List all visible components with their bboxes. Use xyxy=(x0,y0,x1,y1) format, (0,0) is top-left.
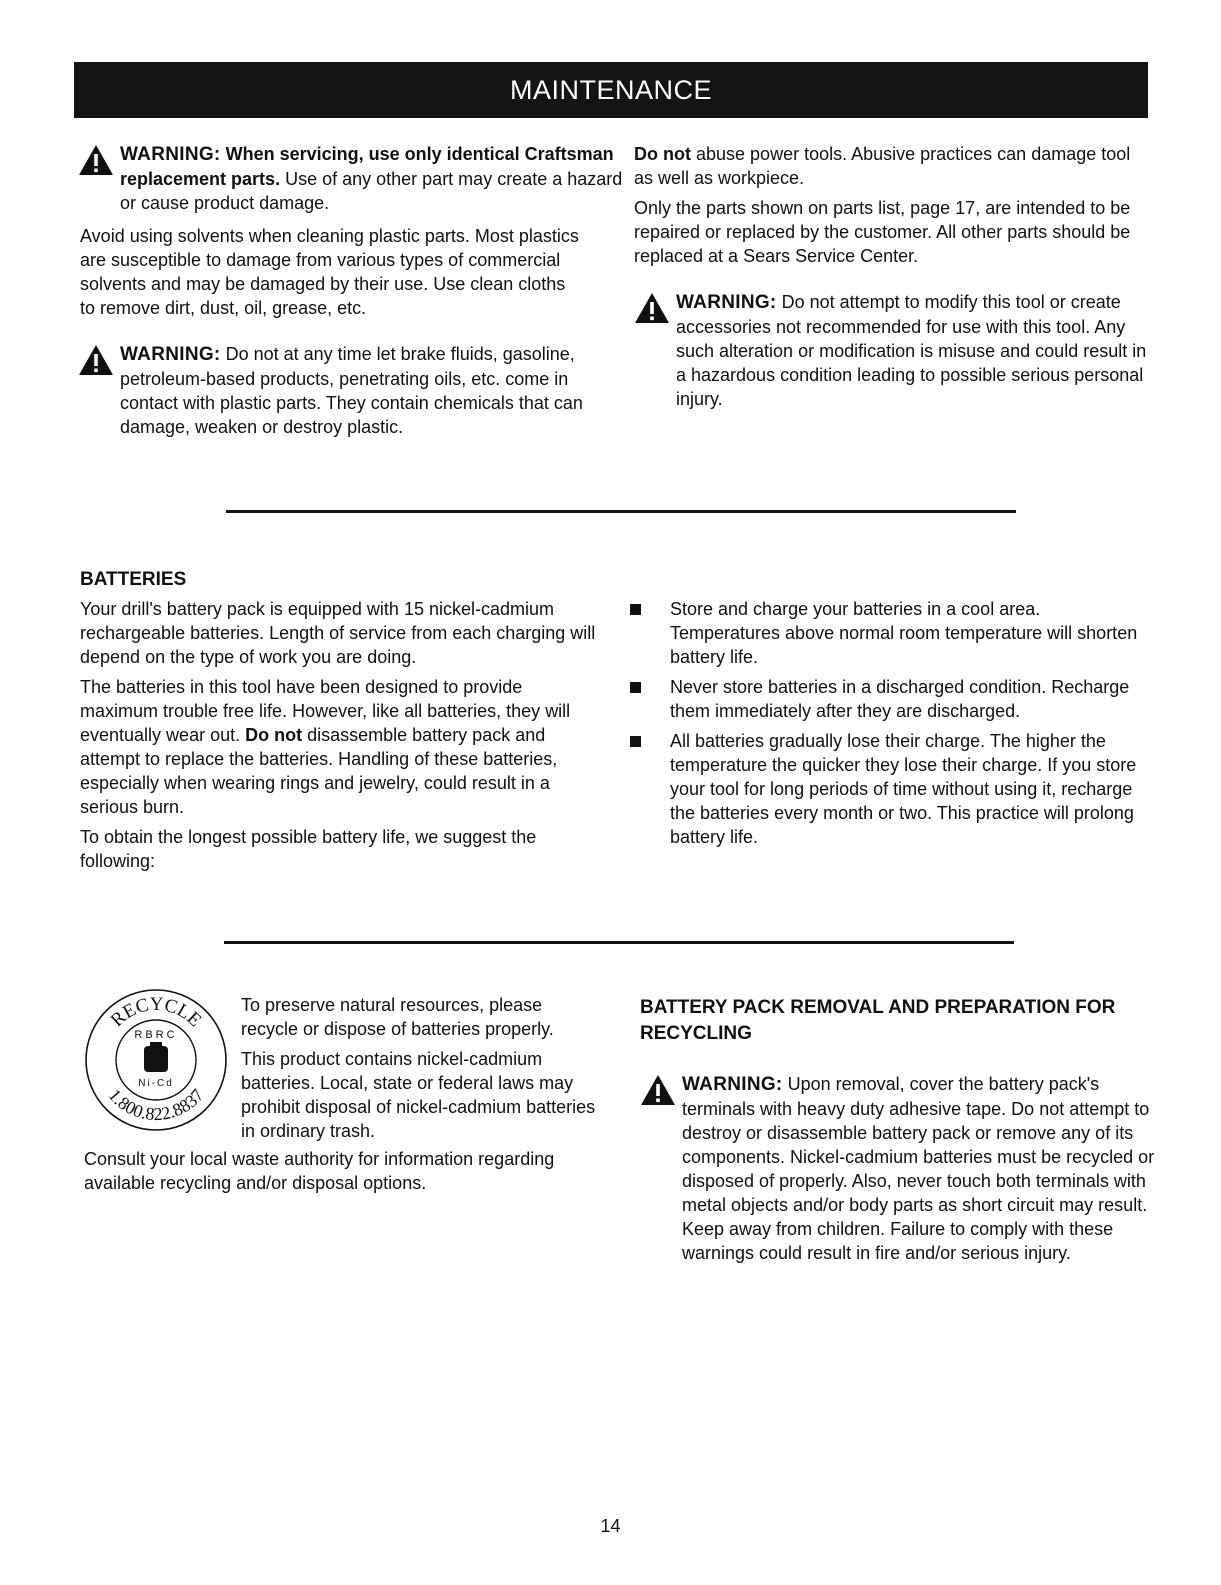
bullet-square-icon xyxy=(630,736,641,747)
batteries-heading: BATTERIES xyxy=(80,569,187,590)
seal-org-text: RBRC xyxy=(134,1029,178,1041)
seal-phone-text: 1.800.822.8837 xyxy=(104,1085,208,1125)
warning-removal xyxy=(640,1072,1158,1265)
bullet-square-icon xyxy=(630,604,641,615)
divider-rule xyxy=(226,510,1016,513)
recycle-p2: This product contains nickel-cadmium batteries. Local, state or federal laws may prohibit disposal of nickel-cadmium batteries in ordinary trash. xyxy=(241,1049,596,1141)
warning-text: Do not at any time let brake fluids, gasoline, petroleum-based products, penetrating oils, etc. come in contact with plastic parts. They contain chemicals that can damage, weaken or destroy plastic. xyxy=(120,344,583,437)
warning-text: Upon removal, cover the battery pack's terminals with heavy duty adhesive tape. Do not attempt to destroy or disassemble battery pack or remove any of its components. Nickel-cadmium batteries must be recycled or disposed of properly. Also, never touch both terminals with metal objects and/or body parts as short circuit may result. Keep away from children. Failure to comply with these warnings could result in fire and/or serious injury. xyxy=(682,1074,1155,1263)
list-item xyxy=(628,729,1148,849)
warning-text: Do not attempt to modify this tool or create accessories not recommended for use with this tool. Any such alteration or modification is misuse and could result in a hazardous condition leading to possible serious personal injury. xyxy=(676,292,1147,409)
batteries-p2-bold: Do not xyxy=(245,725,303,745)
warning-triangle-icon xyxy=(78,144,114,176)
batteries-text xyxy=(80,597,600,879)
warning-keyword: WARNING: xyxy=(676,292,777,313)
warning-replacement-parts xyxy=(78,142,626,215)
batteries-p3: To obtain the longest possible battery life, we suggest the following: xyxy=(80,827,537,871)
warning-keyword: WARNING: xyxy=(682,1074,783,1095)
seal-chem-text: Ni-Cd xyxy=(138,1078,174,1089)
rbrc-recycle-seal-icon xyxy=(82,986,230,1134)
list-item xyxy=(628,675,1148,723)
divider-rule xyxy=(224,941,1014,944)
batteries-p2 xyxy=(80,675,600,819)
section-title: MAINTENANCE xyxy=(509,75,712,105)
list-item-text: Never store batteries in a discharged condition. Recharge them immediately after they are discharged. xyxy=(670,677,1130,721)
warning-triangle-icon xyxy=(634,292,670,324)
warning-text: Use of any other part may create a hazard or cause product damage. xyxy=(120,169,623,213)
list-item-text: Store and charge your batteries in a cool area. Temperatures above normal room temperature will shorten battery life. xyxy=(670,599,1138,667)
batteries-p2-end: disassemble battery pack and attempt to replace the batteries. Handling of these batteries, especially when wearing rings and jewelry, could result in a serious burn. xyxy=(80,725,558,817)
warning-fluids xyxy=(78,342,626,439)
abuse-bold: Do not xyxy=(634,144,691,164)
svg-text:1.800.822.8837 xyxy=(104,1085,207,1124)
warning-keyword: WARNING: xyxy=(120,144,221,165)
bullet-square-icon xyxy=(630,682,641,693)
warning-modify xyxy=(634,290,1156,411)
battery-tips-list xyxy=(628,597,1148,855)
list-item xyxy=(628,597,1148,669)
recycle-p1: To preserve natural resources, please recycle or dispose of batteries properly. xyxy=(241,995,554,1039)
page-number: 14 xyxy=(600,1516,621,1536)
recycle-text xyxy=(241,993,603,1149)
batteries-p2-start: The batteries in this tool have been designed to provide maximum trouble free life. However, like all batteries, they will eventually wear out. xyxy=(80,677,571,745)
recycle-consult xyxy=(84,1147,584,1201)
recycle-p3: Consult your local waste authority for information regarding available recycling and/or disposal options. xyxy=(84,1149,555,1193)
solvents-paragraph xyxy=(80,224,584,326)
solvents-text: Avoid using solvents when cleaning plastic parts. Most plastics are susceptible to damage from various types of commercial solvents and may be damaged by their use. Use clean cloths to remove dirt, dust, oil, grease, etc. xyxy=(80,226,579,318)
list-item-text: All batteries gradually lose their charge. The higher the temperature the quicker they lose their charge. If you store your tool for long periods of time without using it, recharge the batteries every month or two. This practice will prolong battery life. xyxy=(670,731,1137,847)
abuse-text: abuse power tools. Abusive practices can damage tool as well as workpiece. xyxy=(634,144,1131,188)
warning-bold-text: When servicing, use only identical Craftsman replacement parts. xyxy=(120,144,614,189)
parts-paragraph: Only the parts shown on parts list, page 17, are intended to be repaired or replaced by the customer. All other parts should be replaced at a Sears Service Center. xyxy=(634,198,1131,266)
warning-triangle-icon xyxy=(78,344,114,376)
section-banner xyxy=(74,62,1148,118)
warning-keyword: WARNING: xyxy=(120,344,221,365)
batteries-p1: Your drill's battery pack is equipped with 15 nickel-cadmium rechargeable batteries. Length of service from each charging will depend on the type of work you are doing. xyxy=(80,599,596,667)
abuse-paragraph xyxy=(634,142,1149,274)
seal-top-text: RECYCLE xyxy=(106,993,206,1032)
warning-triangle-icon xyxy=(640,1074,676,1106)
removal-heading: BATTERY PACK REMOVAL AND PREPARATION FOR RECYCLING xyxy=(640,997,1116,1044)
